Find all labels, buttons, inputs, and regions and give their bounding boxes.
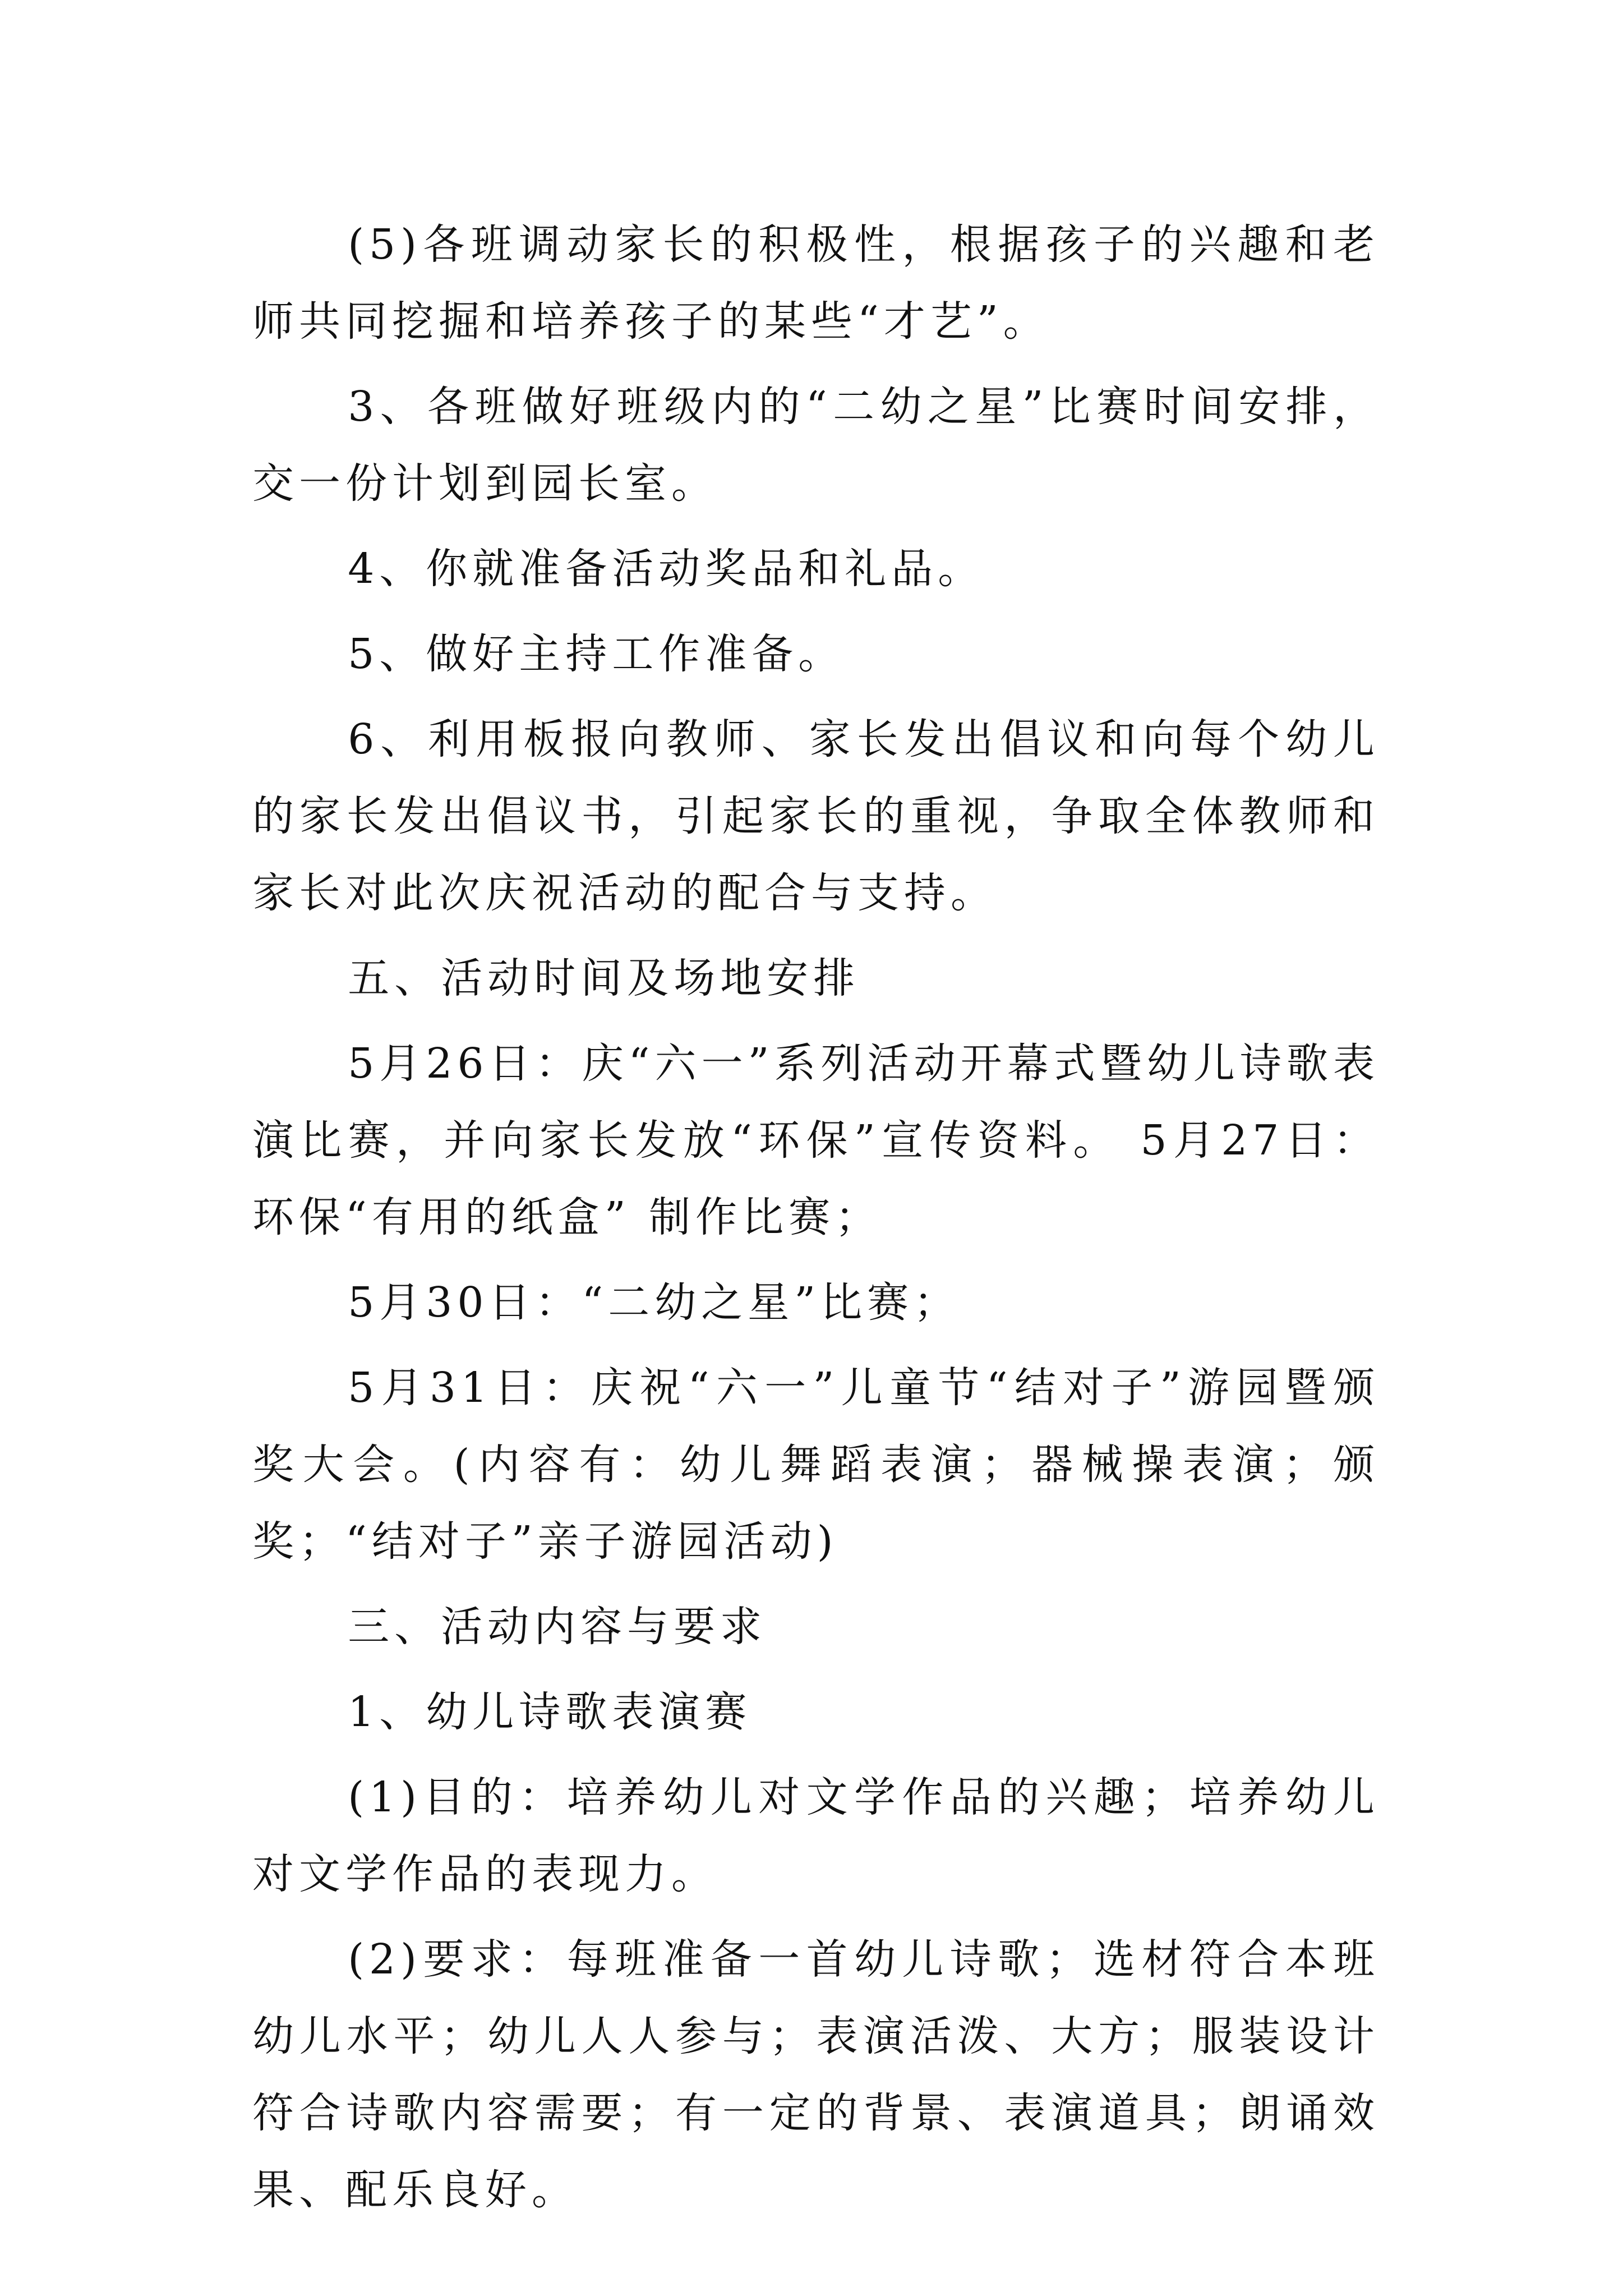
schedule-may-30: 5月30日：“二幼之星”比赛；: [348, 1278, 961, 1327]
section-heading-schedule: 五、活动时间及场地安排: [348, 954, 860, 1002]
paragraph-purpose: (1)目的：培养幼儿对文学作品的兴趣；培养幼儿对文学作品的表现力。: [252, 1773, 1380, 1898]
paragraph-step-5: 5、做好主持工作准备。: [348, 630, 845, 678]
paragraph-requirements: (2)要求：每班准备一首幼儿诗歌；选材符合本班幼儿水平；幼儿人人参与；表演活泼、大方；服装设计符合诗歌内容需要；有一定的背景、表演道具；朗诵效果、配乐良好。: [252, 1935, 1380, 2214]
paragraph-step-3: 3、各班做好班级内的“二幼之星”比赛时间安排，交一份计划到园长室。: [252, 383, 1380, 508]
paragraph-item-5: (5)各班调动家长的积极性，根据孩子的兴趣和老师共同挖掘和培养孩子的某些“才艺”。: [252, 220, 1380, 346]
paragraph-step-4: 4、你就准备活动奖品和礼品。: [348, 545, 985, 593]
subheading-poetry-contest: 1、幼儿诗歌表演赛: [348, 1688, 752, 1736]
schedule-may-26-27: 5月26日：庆“六一”系列活动开幕式暨幼儿诗歌表演比赛，并向家长发放“环保”宣传资料。 5月27日：环保“有用的纸盒” 制作比赛；: [252, 1039, 1380, 1241]
paragraph-step-6: 6、利用板报向教师、家长发出倡议和向每个幼儿的家长发出倡议书，引起家长的重视，争取全体教师和家长对此次庆祝活动的配合与支持。: [252, 715, 1380, 917]
section-heading-content: 三、活动内容与要求: [348, 1603, 767, 1651]
schedule-may-31: 5月31日：庆祝“六一”儿童节“结对子”游园暨颁奖大会。(内容有：幼儿舞蹈表演；器械操表演；颁奖；“结对子”亲子游园活动): [252, 1364, 1380, 1566]
document-body: [252, 206, 1380, 2237]
